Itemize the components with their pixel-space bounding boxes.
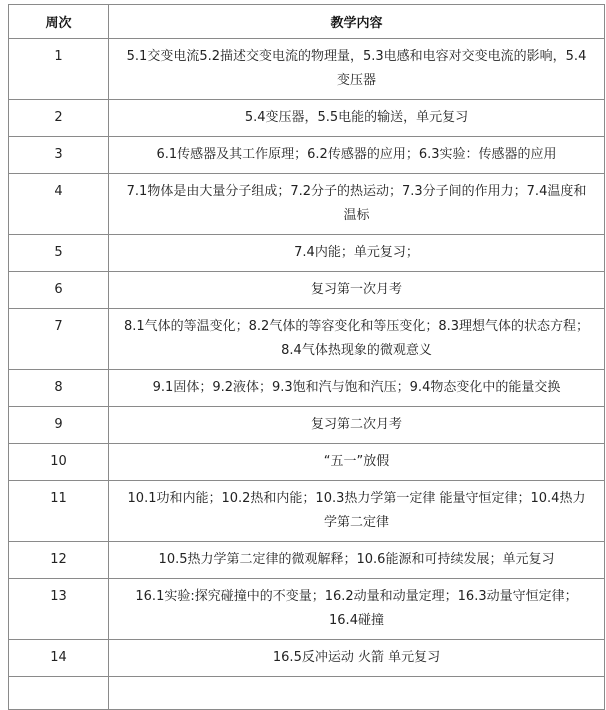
table-header-row (9, 5, 605, 39)
content-cell: “五一”放假 (109, 444, 605, 481)
content-cell: 9.1固体；9.2液体；9.3饱和汽与饱和汽压；9.4物态变化中的能量交换 (109, 370, 605, 407)
content-cell (109, 677, 605, 710)
table-row (9, 677, 605, 710)
table-row (9, 235, 605, 272)
week-cell: 13 (9, 579, 109, 640)
week-cell: 10 (9, 444, 109, 481)
table-row (9, 407, 605, 444)
week-cell: 12 (9, 542, 109, 579)
week-cell: 4 (9, 174, 109, 235)
content-cell: 7.1物体是由大量分子组成；7.2分子的热运动；7.3分子间的作用力；7.4温度和温标 (109, 174, 605, 235)
content-cell: 复习第二次月考 (109, 407, 605, 444)
table-row (9, 444, 605, 481)
teaching-schedule-table (8, 4, 605, 710)
table-row (9, 579, 605, 640)
table-row (9, 100, 605, 137)
table-row (9, 640, 605, 677)
header-content: 教学内容 (109, 5, 605, 39)
content-cell: 5.1交变电流5.2描述交变电流的物理量，5.3电感和电容对交变电流的影响，5.4变压器 (109, 39, 605, 100)
week-cell: 9 (9, 407, 109, 444)
content-cell: 7.4内能；单元复习； (109, 235, 605, 272)
table-row (9, 370, 605, 407)
week-cell: 1 (9, 39, 109, 100)
week-cell: 11 (9, 481, 109, 542)
content-cell: 复习第一次月考 (109, 272, 605, 309)
table-row (9, 137, 605, 174)
table-row (9, 542, 605, 579)
content-cell: 5.4变压器，5.5电能的输送，单元复习 (109, 100, 605, 137)
table-row (9, 481, 605, 542)
content-cell: 16.5反冲运动 火箭 单元复习 (109, 640, 605, 677)
content-cell: 8.1气体的等温变化；8.2气体的等容变化和等压变化；8.3理想气体的状态方程；8.4气体热现象的微观意义 (109, 309, 605, 370)
week-cell: 3 (9, 137, 109, 174)
week-cell: 5 (9, 235, 109, 272)
week-cell: 8 (9, 370, 109, 407)
table-row (9, 309, 605, 370)
header-week: 周次 (9, 5, 109, 39)
table-row (9, 174, 605, 235)
table-row (9, 272, 605, 309)
week-cell: 14 (9, 640, 109, 677)
week-cell (9, 677, 109, 710)
content-cell: 10.5热力学第二定律的微观解释；10.6能源和可持续发展；单元复习 (109, 542, 605, 579)
week-cell: 7 (9, 309, 109, 370)
table-row (9, 39, 605, 100)
content-cell: 10.1功和内能；10.2热和内能；10.3热力学第一定律 能量守恒定律；10.4热力学第二定律 (109, 481, 605, 542)
content-cell: 16.1实验:探究碰撞中的不变量；16.2动量和动量定理；16.3动量守恒定律；16.4碰撞 (109, 579, 605, 640)
week-cell: 6 (9, 272, 109, 309)
week-cell: 2 (9, 100, 109, 137)
content-cell: 6.1传感器及其工作原理；6.2传感器的应用；6.3实验：传感器的应用 (109, 137, 605, 174)
